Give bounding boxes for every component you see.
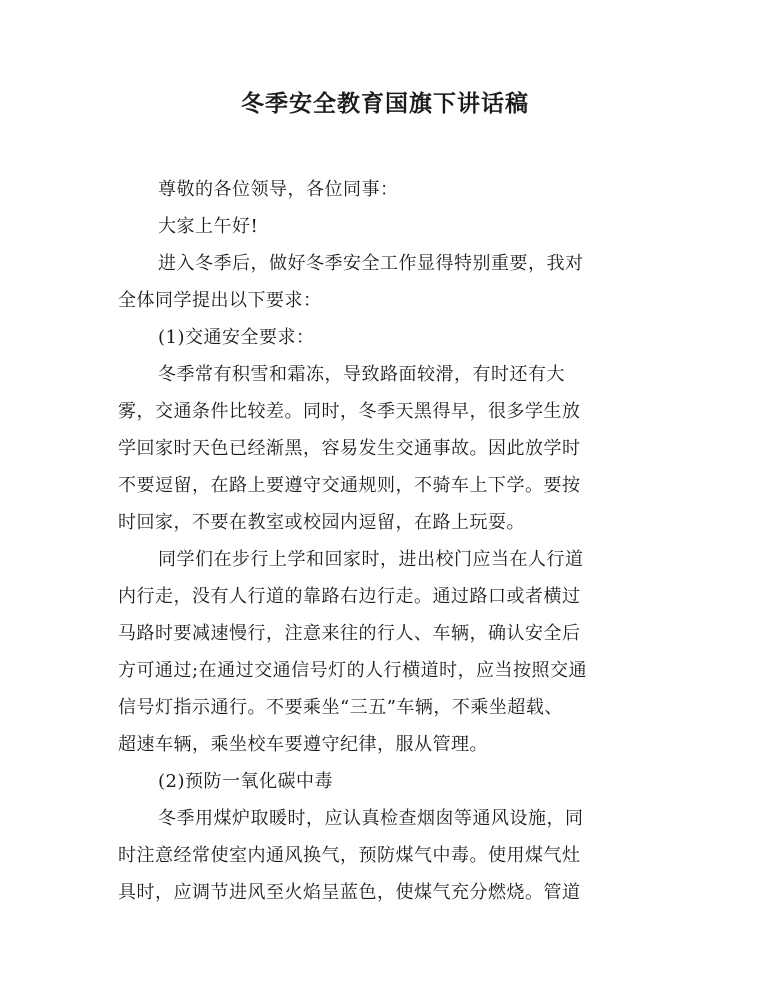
body-line: 大家上午好! bbox=[158, 216, 259, 237]
body-line: 信号灯指示通行。不要乘坐“三五”车辆，不乘坐超载、 bbox=[118, 697, 563, 718]
body-line: 方可通过;在通过交通信号灯的人行横道时，应当按照交通 bbox=[118, 660, 588, 681]
body-line: 冬季用煤炉取暖时，应认真检查烟囱等通风设施，同 bbox=[158, 808, 584, 829]
body-line: 尊敬的各位领导，各位同事： bbox=[158, 179, 399, 200]
body-line: 冬季常有积雪和霜冻，导致路面较滑，有时还有大 bbox=[158, 364, 565, 385]
body-line: (2)预防一氧化碳中毒 bbox=[158, 771, 333, 792]
body-line: 马路时要减速慢行，注意来往的行人、车辆，确认安全后 bbox=[118, 623, 581, 644]
body-line: 超速车辆，乘坐校车要遵守纪律，服从管理。 bbox=[118, 734, 488, 755]
body-line: (1)交通安全要求： bbox=[158, 327, 315, 348]
body-line: 同学们在步行上学和回家时，进出校门应当在人行道 bbox=[158, 549, 584, 570]
body-line: 雾，交通条件比较差。同时，冬季天黑得早，很多学生放 bbox=[118, 401, 581, 422]
body-line: 时注意经常使室内通风换气，预防煤气中毒。使用煤气灶 bbox=[118, 845, 581, 866]
document-body bbox=[118, 171, 646, 911]
body-line: 不要逗留，在路上要遵守交通规则，不骑车上下学。要按 bbox=[118, 475, 581, 496]
body-line: 具时，应调节进风至火焰呈蓝色，使煤气充分燃烧。管道 bbox=[118, 882, 581, 903]
body-line: 全体同学提出以下要求： bbox=[118, 290, 322, 311]
body-line: 内行走，没有人行道的靠路右边行走。通过路口或者横过 bbox=[118, 586, 581, 607]
body-line: 时回家，不要在教室或校园内逗留，在路上玩耍。 bbox=[118, 512, 525, 533]
body-line: 进入冬季后，做好冬季安全工作显得特别重要，我对 bbox=[158, 253, 584, 274]
body-line: 学回家时天色已经渐黑，容易发生交通事故。因此放学时 bbox=[118, 438, 581, 459]
document-title: 冬季安全教育国旗下讲话稿 bbox=[241, 91, 529, 117]
